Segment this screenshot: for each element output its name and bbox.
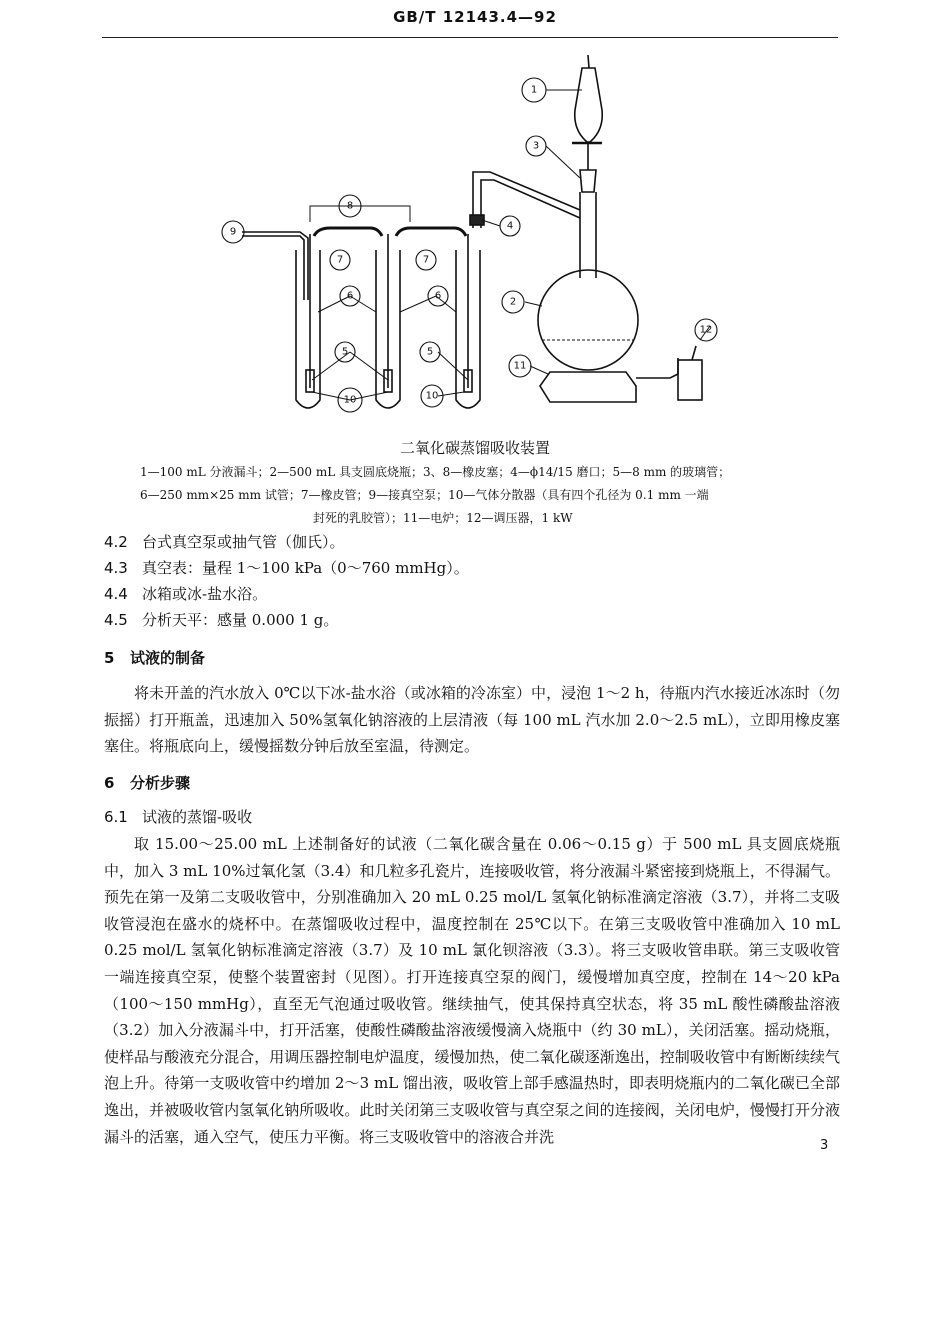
item-number: 4.5	[104, 611, 128, 629]
apparatus-figure	[200, 50, 760, 435]
section-5-paragraph: 将未开盖的汽水放入 0℃以下冰-盐水浴（或冰箱的冷冻室）中，浸泡 1～2 h，待瓶内汽水接近冰冻时（勿振摇）打开瓶盖，迅速加入 50%氢氧化钠溶液的上层清液（每 100 mL 汽水加 2.0～2.5 mL），立即用橡皮塞塞住。将瓶底向上，缓慢摇数分钟后放至室温，待测定。	[104, 684, 840, 756]
section-title: 分析步骤	[130, 774, 191, 792]
callout-text: 11	[513, 360, 527, 372]
callout-text: 4	[506, 220, 514, 232]
apparatus-diagram	[200, 50, 760, 435]
section-6-heading	[104, 772, 190, 793]
item-text: 分析天平：感量 0.000 1 g。	[142, 611, 339, 629]
callout-text: 9	[229, 226, 237, 238]
legend-line: 封死的乳胶管）；11—电炉；12—调压器，1 kW	[313, 511, 573, 525]
list-item	[104, 581, 844, 607]
callout-text: 6	[434, 290, 442, 302]
figure-title: 二氧化碳蒸馏吸收装置	[399, 439, 550, 457]
legend-line: 6—250 mm×25 mm 试管；7—橡皮管；9—接真空泵；10—气体分散器（具有四个孔径为 0.1 mm 一端	[140, 488, 709, 502]
item-number: 4.4	[104, 585, 128, 603]
voltage-regulator	[678, 360, 702, 400]
callout-text: 2	[509, 296, 517, 308]
list-item	[104, 555, 844, 581]
item-text: 冰箱或冰-盐水浴。	[142, 585, 268, 603]
section-6-paragraph: 取 15.00～25.00 mL 上述制备好的试液（二氧化碳含量在 0.06～0.15 g）于 500 mL 具支圆底烧瓶中，加入 3 mL 10%过氧化氢（3.4）和几粒多孔瓷片，连接吸收管，将分液漏斗紧密接到烧瓶上，不得漏气。预先在第一及第二支吸收管中，分别准确加入 20 mL 0.25 mol/L 氢氧化钠标准滴定溶液（3.7），并将二支吸收管浸泡在盛水的烧杯中。在蒸馏吸收过程中，温度控制在 25℃以下。在第三支吸收管中准确加入 10 mL 0.25 mol/L 氢氧化钠标准滴定溶液（3.7）及 10 mL 氯化钡溶液（3.3）。将三支吸收管串联。第三支吸收管一端连接真空泵，使整个装置密封（见图）。打开连接真空泵的阀门，缓慢增加真空度，控制在 14～20 kPa（100～150 mmHg），直至无气泡通过吸收管。继续抽气，使其保持真空状态，将 35 mL 酸性磷酸盐溶液（3.2）加入分液漏斗中，打开活塞，使酸性磷酸盐溶液缓慢滴入烧瓶中（约 30 mL），关闭活塞。摇动烧瓶，使样品与酸液充分混合，用调压器控制电炉温度，缓慢加热，使二氧化碳逐渐逸出，控制吸收管中有断断续续气泡上升。待第一支吸收管中约增加 2～3 mL 馏出液，吸收管上部手感温热时，即表明烧瓶内的二氧化碳已全部逸出，并被吸收管内氢氧化钠所吸收。此时关闭第三支吸收管与真空泵之间的连接阀，关闭电炉，慢慢打开分液漏斗的活塞，通入空气，使压力平衡。将三支吸收管中的溶液合并洗	[104, 835, 840, 1146]
callout-text: 1	[530, 84, 538, 96]
list-item	[104, 607, 844, 633]
item-text: 台式真空泵或抽气管（伽氏）。	[142, 533, 345, 551]
round-bottom-flask	[538, 270, 638, 370]
list-item	[104, 529, 844, 555]
item-text: 真空表：量程 1～100 kPa（0～760 mmHg）。	[142, 559, 469, 577]
item-number: 4.3	[104, 559, 128, 577]
section-title: 试液的制备	[130, 649, 206, 667]
callout-text: 10	[343, 394, 357, 406]
callout-text: 7	[336, 254, 344, 266]
callout-text: 5	[426, 346, 434, 358]
standard-header: GB/T 12143.4—92	[393, 8, 557, 26]
legend-line: 1—100 mL 分液漏斗；2—500 mL 具支圆底烧瓶；3、8—橡皮塞；4—ϕ14/15 磨口；5—8 mm 的玻璃管；	[140, 465, 731, 479]
section-number: 5	[104, 649, 115, 667]
callout-text: 5	[341, 346, 349, 358]
separatory-funnel	[575, 68, 603, 142]
section-5-heading	[104, 647, 205, 668]
section-number: 6	[104, 774, 115, 792]
callout-text: 3	[532, 140, 540, 152]
electric-heater	[540, 372, 636, 402]
subsection-number: 6.1	[104, 808, 128, 826]
item-number: 4.2	[104, 533, 128, 551]
ground-joint	[470, 215, 484, 225]
subsection-title: 试液的蒸馏-吸收	[142, 808, 253, 826]
figure-legend	[140, 461, 800, 530]
stopper	[580, 170, 596, 192]
callout-text: 12	[699, 324, 713, 336]
equipment-list	[104, 529, 844, 633]
callout-text: 6	[346, 290, 354, 302]
callout-text: 7	[422, 254, 430, 266]
callout-text: 10	[425, 390, 439, 402]
page-number: 3	[820, 1138, 829, 1153]
callout-text: 8	[346, 200, 354, 212]
header-rule	[102, 37, 838, 38]
subsection-6-1-heading	[104, 806, 252, 827]
